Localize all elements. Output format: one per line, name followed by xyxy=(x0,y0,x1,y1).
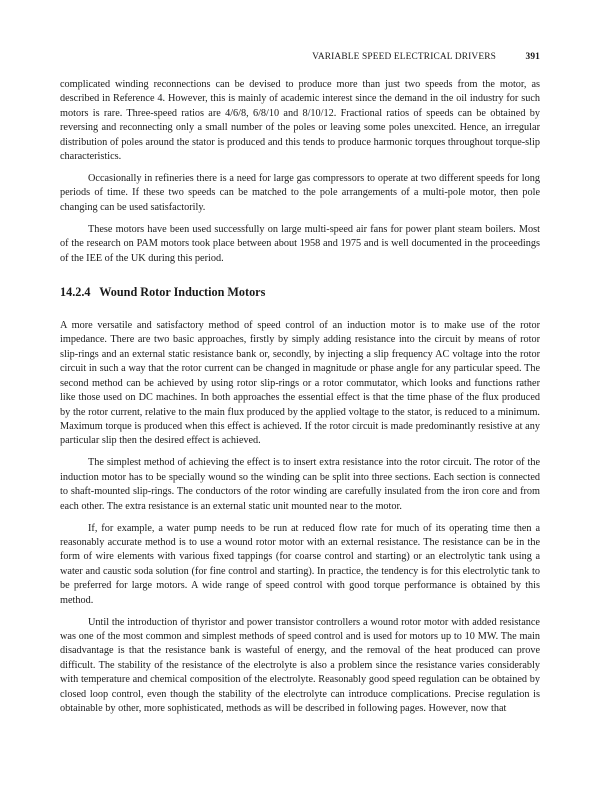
paragraph: If, for example, a water pump needs to be run at reduced flow rate for much of its operating time then a reasonably accurate method is to use a wound rotor motor with an external resistance. The resistance can be in the form of wire elements with various fixed tappings (for coarse control and starting) or an electrolytic tank using a water and caustic soda solution (for fine control and starting). In practice, the tendency is for this electrolytic tank to be preferred for large motors. A wide range of speed control with good torque performance is obtained by this method. xyxy=(60,522,540,606)
paragraph: Until the introduction of thyristor and power transistor controllers a wound rotor motor with added resistance was one of the most common and simplest methods of speed control and is used for motors up to 10 MW. The main disadvantage is that the resistance bank is wasteful of energy, and the removal of the heat produced can prove difficult. The stability of the resistance of the electrolyte is also a problem since the resistance varies considerably with temperature and chemical composition of the electrolyte. Reasonably good speed regulation can be obtained by closed loop control, even though the stability of the electrolyte can introduce complications. Precise regulation is obtainable by other, more sophisticated, methods as will be described in following pages. However, now that xyxy=(60,616,540,714)
page-body xyxy=(60,78,540,716)
paragraph: A more versatile and satisfactory method of speed control of an induction motor is to make use of the rotor impedance. There are two basic approaches, firstly by simply adding resistance into the circuit by means of rotor slip-rings and an external static resistance bank or, secondly, by injecting a slip frequency AC voltage into the rotor circuit in such a way that the rotor current can be changed in magnitude or phase angle for any particular speed. The second method can be achieved by using rotor slip-rings or a rotor commutator, which looks and functions rather like those used on DC machines. In both approaches the essential effect is that the time phase of the flux produced by the rotor current, relative to the main flux produced by the applied voltage to the stator, is reduced to a minimum. Maximum torque is produced when this effect is achieved. If the rotor circuit is made predominantly resistive at any particular slip then the desired effect is achieved. xyxy=(60,320,540,447)
section-number: 14.2.4 xyxy=(60,285,91,300)
section-heading xyxy=(60,284,540,300)
paragraph: These motors have been used successfully on large multi-speed air fans for power plant steam boilers. Most of the research on PAM motors took place between about 1958 and 1975 and is well documented in the proceedings of the IEE of the UK during this period. xyxy=(60,223,540,264)
page-number: 391 xyxy=(525,52,540,62)
paragraph: The simplest method of achieving the effect is to insert extra resistance into the rotor circuit. The rotor of the induction motor has to be specially wound so the winding can be split into three sections. Each section is connected to shaft-mounted slip-rings. The conductors of the rotor winding are carefully insulated from the iron core and from each other. The extra resistance is an external static unit mounted near to the motor. xyxy=(60,457,540,512)
paragraph-continued: complicated winding reconnections can be devised to produce more than just two speeds from the motor, as described in Reference 4. However, this is mainly of academic interest since the demand in the oil industry for such motors is rare. Three-speed ratios are 4/6/8, 6/8/10 and 8/10/12. Fractional ratios of speeds can be obtained by reversing and reconnecting only a small number of the poles or leaving some poles unexcited. Hence, an irregular distribution of poles around the stator is produced and this tends to produce harmonic torques throughout torque-slip characteristics. xyxy=(60,79,540,163)
paragraph: Occasionally in refineries there is a need for large gas compressors to operate at two different speeds for long periods of time. If these two speeds can be matched to the pole arrangements of a multi-pole motor, then pole changing can be used satisfactorily. xyxy=(60,173,540,213)
section-title: Wound Rotor Induction Motors xyxy=(99,285,266,300)
running-title: VARIABLE SPEED ELECTRICAL DRIVERS xyxy=(312,52,496,62)
